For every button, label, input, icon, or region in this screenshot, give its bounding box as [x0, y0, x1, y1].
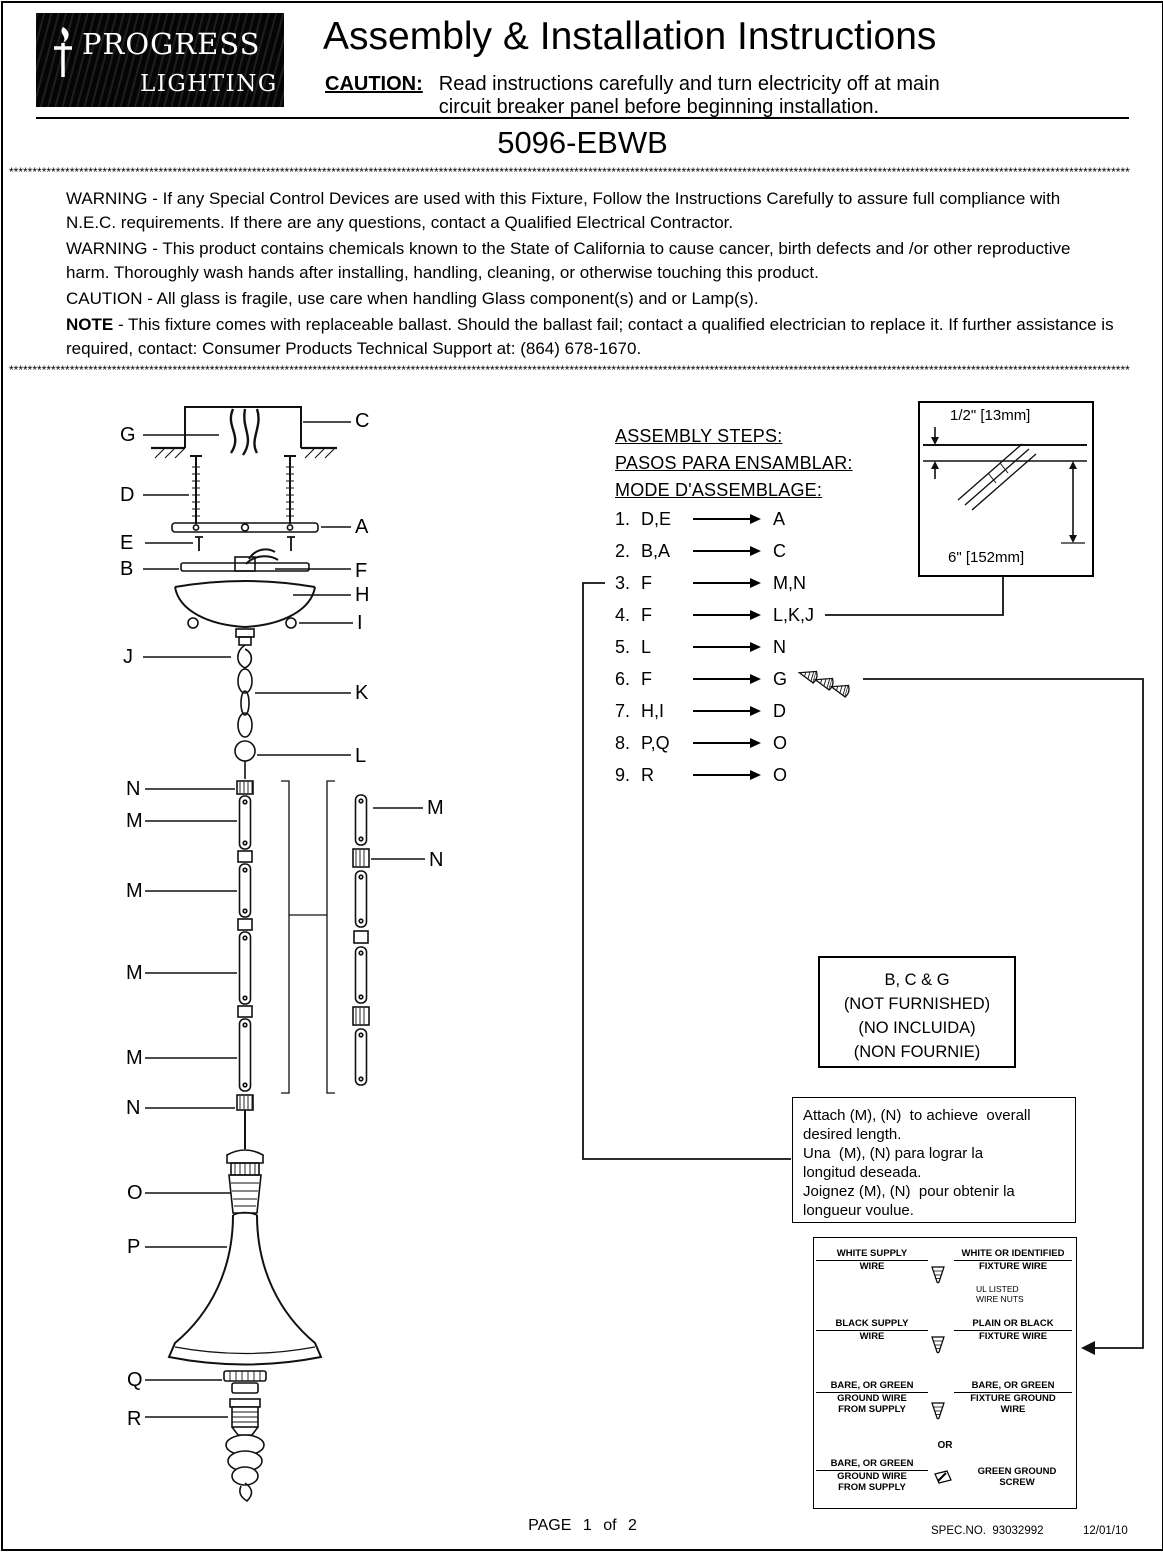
- part-label-M-4: M: [126, 1047, 143, 1069]
- not-furnished-box: [818, 956, 1016, 1068]
- note-text: - This fixture comes with replaceable ballast. Should the ballast fail; contact a qualified electrician to replace it. If further assistance is required, contact: Consumer Products Technical Support at: (864) 678-1670.: [66, 315, 1114, 358]
- part-label-G: G: [120, 424, 136, 446]
- header-divider: [36, 117, 1129, 119]
- part-label-E: E: [120, 532, 134, 554]
- note-notice: [66, 313, 1114, 361]
- step-arrow-icon: [693, 678, 759, 680]
- stem-detail-column: [353, 795, 369, 1085]
- an-line6: longueur voulue.: [803, 1202, 914, 1219]
- assembly-steps-list: [615, 503, 814, 791]
- torch-icon: [48, 23, 78, 85]
- nf-line3: (NO INCLUIDA): [858, 1019, 976, 1037]
- wiring-black-supply: BLACK SUPPLY WIRE: [816, 1318, 928, 1342]
- step-number: 3.: [615, 572, 631, 593]
- step-number: 2.: [615, 540, 631, 561]
- part-label-Q: Q: [127, 1369, 143, 1391]
- assembly-step-8: [615, 727, 814, 759]
- assembly-step-9: [615, 759, 814, 791]
- ul-listed-note: UL LISTED WIRE NUTS: [976, 1284, 1024, 1304]
- part-label-O: O: [127, 1182, 143, 1204]
- wiring-or-label: OR: [937, 1440, 953, 1451]
- model-number: 5096-EBWB: [497, 125, 668, 160]
- step-from: F: [641, 572, 652, 593]
- assembly-step-1: [615, 503, 814, 535]
- heading-fr: MODE D'ASSEMBLAGE:: [615, 480, 823, 500]
- mounting-screws: [190, 456, 296, 524]
- socket-ring: [224, 1371, 266, 1393]
- note-label: NOTE: [66, 315, 114, 334]
- step-to: A: [773, 508, 786, 529]
- wiring-ground-supply-alt: BARE, OR GREEN GROUND WIRE FROM SUPPLY: [816, 1458, 928, 1493]
- warning-1: [66, 187, 1114, 235]
- part-label-C: C: [355, 410, 370, 432]
- assembly-step-2: [615, 535, 814, 567]
- warning-2-label: WARNING: [66, 239, 148, 258]
- part-label-M-1: M: [126, 810, 143, 832]
- safety-notices: [66, 187, 1114, 363]
- instruction-sheet: [1, 1, 1163, 1551]
- canopy-screws: [195, 537, 295, 551]
- logo-text-progress: PROGRESS: [82, 27, 261, 61]
- heading-es: PASOS PARA ENSAMBLAR:: [615, 453, 853, 473]
- caution-text-line1: Read instructions carefully and turn electricity off at main: [438, 73, 940, 95]
- socket-assembly: [227, 1150, 263, 1213]
- step-arrow-icon: [693, 774, 759, 776]
- caution-notice-label: CAUTION: [66, 289, 143, 308]
- mounting-strap: [181, 557, 309, 571]
- assembly-step-3: [615, 567, 814, 599]
- wiring-white-supply: WHITE SUPPLY WIRE: [816, 1248, 928, 1272]
- step-to: C: [773, 540, 786, 561]
- wiring-ground-fixture: BARE, OR GREEN FIXTURE GROUND WIRE: [954, 1380, 1072, 1415]
- part-label-L: L: [355, 745, 367, 767]
- part-label-R: R: [127, 1408, 142, 1430]
- bell-shade: [169, 1213, 321, 1365]
- heading-en: ASSEMBLY STEPS:: [615, 426, 783, 446]
- caution-text-line2: circuit breaker panel before beginning installation.: [438, 96, 880, 118]
- part-label-P: P: [127, 1236, 141, 1258]
- step-number: 6.: [615, 668, 631, 689]
- part-label-M-right: M: [427, 797, 444, 819]
- wire-nut-icon: [930, 1266, 946, 1284]
- outlet-box: [151, 407, 337, 458]
- nf-line4: (NON FOURNIE): [853, 1043, 981, 1061]
- logo-text-lighting: LIGHTING: [140, 71, 278, 97]
- asterisk-divider-top: ************************************************************************************************************************************************************************************************************************************************: [9, 165, 1130, 179]
- wiring-diagram-box: [813, 1237, 1077, 1509]
- part-label-H: H: [355, 584, 370, 606]
- part-label-J: J: [123, 646, 133, 668]
- assembly-step-6: [615, 663, 814, 695]
- spec-number: SPEC.NO. 93032992: [931, 1525, 1044, 1537]
- fixture-wires: [246, 549, 278, 564]
- wiring-white-fixture: WHITE OR IDENTIFIED FIXTURE WIRE: [954, 1248, 1072, 1272]
- step-number: 7.: [615, 700, 631, 721]
- caution-label: CAUTION:: [325, 73, 423, 95]
- step-arrow-icon: [693, 518, 759, 520]
- part-label-K: K: [355, 682, 369, 704]
- crossbar: [172, 523, 318, 532]
- warning-2: [66, 237, 1114, 285]
- step-from: F: [641, 604, 652, 625]
- part-label-M-2: M: [126, 880, 143, 902]
- step-to: D: [773, 700, 786, 721]
- canopy: [175, 581, 315, 637]
- progress-lighting-logo: [36, 13, 284, 107]
- step-arrow-icon: [693, 582, 759, 584]
- hook-loop: [238, 637, 252, 668]
- mounting-detail-box: [918, 401, 1094, 577]
- warning-1-label: WARNING: [66, 189, 148, 208]
- asterisk-divider-bottom: ************************************************************************************************************************************************************************************************************************************************: [9, 363, 1130, 377]
- step-to: M,N: [773, 572, 806, 593]
- step-from: D,E: [641, 508, 672, 529]
- step-from: R: [641, 764, 654, 785]
- dimension-six-inch: 6" [152mm]: [948, 549, 1025, 566]
- part-label-B: B: [120, 558, 134, 580]
- step-to: G: [773, 668, 788, 689]
- step-arrow-icon: [693, 710, 759, 712]
- step-to: O: [773, 764, 788, 785]
- step-from: L: [641, 636, 652, 657]
- an-line5: Joignez (M), (N) pour obtenir la: [803, 1183, 1015, 1200]
- step-to: O: [773, 732, 788, 753]
- step-from: H,I: [641, 700, 665, 721]
- warning-1-text: - If any Special Control Devices are used with this Fixture, Follow the Instructions Carefully to assure full compliance with N.E.C. requirements. If there are any questions, contact a Qualified Electrical Contractor.: [66, 189, 1061, 232]
- step-arrow-icon: [693, 742, 759, 744]
- assembly-step-5: [615, 631, 814, 663]
- wire-nut-icon: [930, 1402, 946, 1420]
- step-number: 5.: [615, 636, 631, 657]
- warning-2-text: - This product contains chemicals known to the State of California to cause cancer, birth defects and /or other reproductive harm. Thoroughly wash hands after installing, handling, cleaning, or otherwise touching this product.: [66, 239, 1071, 282]
- wiring-green-ground-screw: GREEN GROUND SCREW: [977, 1466, 1057, 1488]
- wiring-ground-supply: BARE, OR GREEN GROUND WIRE FROM SUPPLY: [816, 1380, 928, 1415]
- step-number: 1.: [615, 508, 631, 529]
- bottom-loop: [235, 741, 255, 779]
- part-label-N-right: N: [429, 849, 444, 871]
- assembly-step-7: [615, 695, 814, 727]
- step-from: P,Q: [641, 732, 670, 753]
- an-line4: longitud deseada.: [803, 1164, 922, 1181]
- wiring-black-fixture: PLAIN OR BLACK FIXTURE WIRE: [954, 1318, 1072, 1342]
- an-line2: desired length.: [803, 1126, 902, 1143]
- attach-length-note-box: [792, 1097, 1076, 1223]
- step-arrow-icon: [693, 646, 759, 648]
- an-line1: Attach (M), (N) to achieve overall: [803, 1107, 1031, 1124]
- caution-notice: [66, 287, 1114, 311]
- chain-links: [238, 669, 252, 737]
- wire-nut-icon: [930, 1336, 946, 1354]
- nf-line1: B, C & G: [884, 971, 950, 989]
- assembly-step-4: [615, 599, 814, 631]
- green-ground-screw-icon: [932, 1468, 954, 1488]
- leader-lines: [143, 422, 425, 1417]
- assembly-steps-headings: [615, 423, 853, 504]
- page-title: Assembly & Installation Instructions: [323, 15, 937, 58]
- finial-balls: [188, 618, 296, 628]
- page-number: PAGE 1 of 2: [528, 1517, 637, 1534]
- stem-brackets: [281, 781, 335, 1093]
- stem-assembly: [237, 781, 253, 1149]
- step-number: 4.: [615, 604, 631, 625]
- part-label-F: F: [355, 560, 368, 582]
- dimension-half-inch: 1/2" [13mm]: [950, 407, 1031, 424]
- step-to: N: [773, 636, 786, 657]
- an-line3: Una (M), (N) para lograr la: [803, 1145, 984, 1162]
- part-label-N-bottom: N: [126, 1097, 141, 1119]
- part-label-M-3: M: [126, 962, 143, 984]
- step-arrow-icon: [693, 550, 759, 552]
- cfl-bulb: [226, 1399, 264, 1501]
- step-from: B,A: [641, 540, 671, 561]
- step-number: 9.: [615, 764, 631, 785]
- part-label-N-top: N: [126, 778, 141, 800]
- revision-date: 12/01/10: [1083, 1525, 1128, 1537]
- nf-line2: (NOT FURNISHED): [843, 995, 991, 1013]
- part-label-I: I: [357, 612, 363, 634]
- part-label-A: A: [355, 516, 369, 538]
- step-from: F: [641, 668, 652, 689]
- step-to: L,K,J: [773, 604, 815, 625]
- caution-notice-text: - All glass is fragile, use care when handling Glass component(s) and or Lamp(s).: [142, 289, 759, 308]
- step-arrow-icon: [693, 614, 759, 616]
- header-caution: [325, 73, 940, 119]
- part-label-D: D: [120, 484, 135, 506]
- step-number: 8.: [615, 732, 631, 753]
